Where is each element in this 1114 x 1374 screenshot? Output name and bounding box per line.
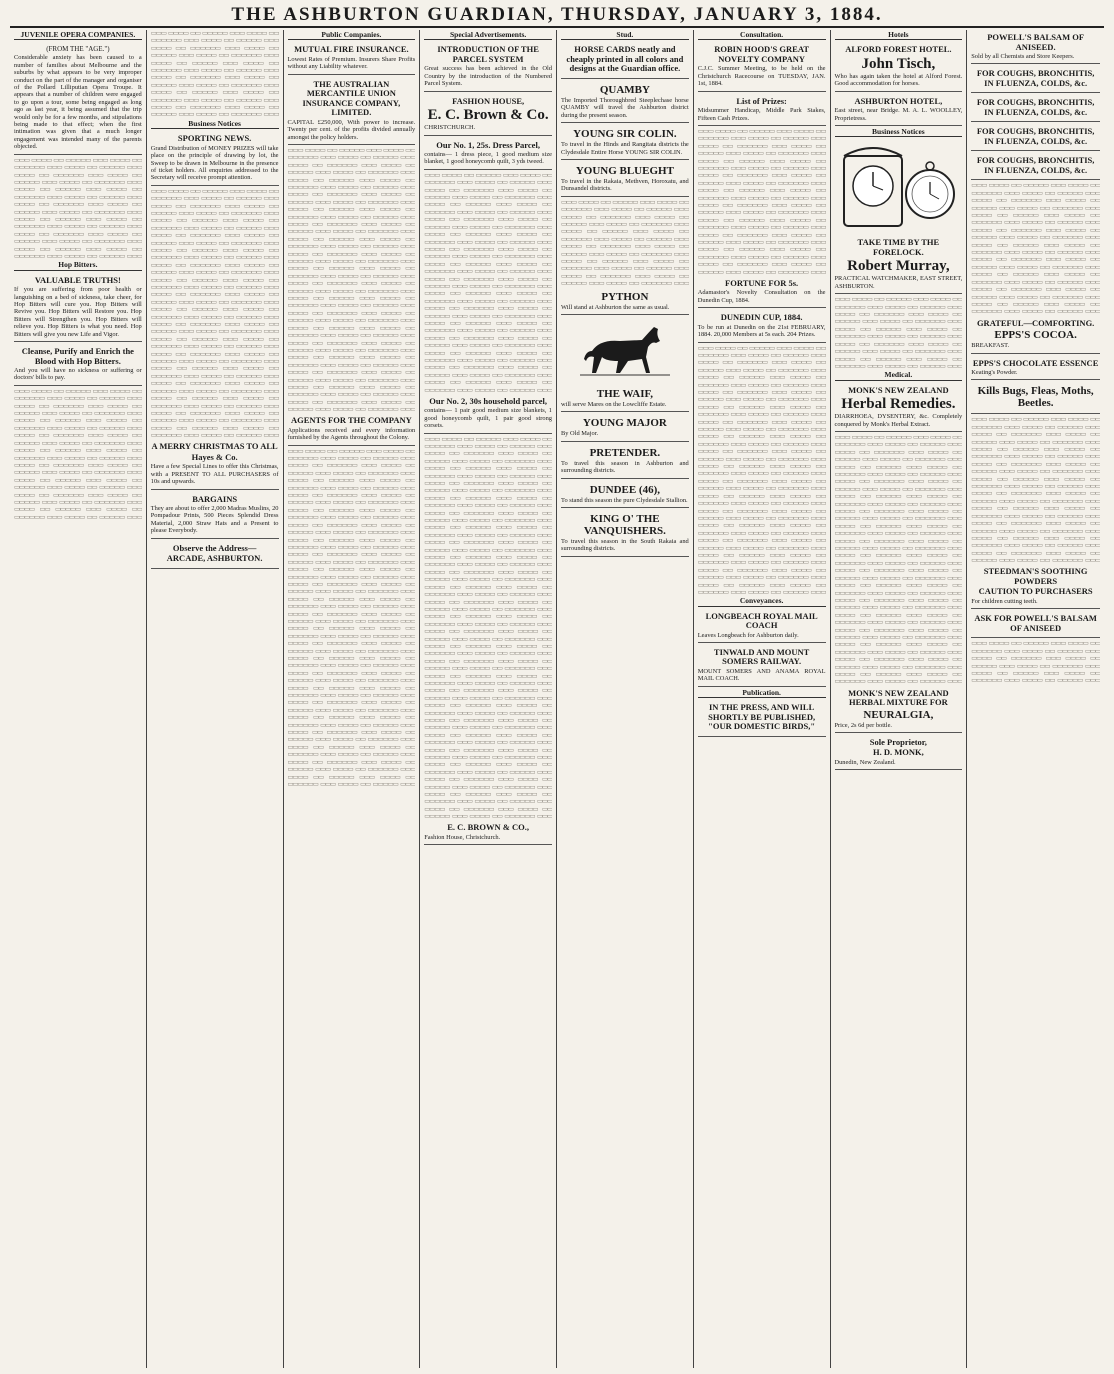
column-7 bbox=[831, 30, 968, 1368]
ad-body: BREAKFAST. bbox=[971, 342, 1010, 350]
column-text-block: ▭▭▭ ▭▭▭▭ ▭▭ ▭▭▭▭▭ ▭▭▭ ▭▭▭▭ ▭▭ ▭▭▭▭▭▭ ▭▭▭ ▭▭▭▭ ▭▭ ▭▭▭▭▭ ▭▭▭ ▭▭▭▭ ▭▭ ▭▭▭▭▭▭ ▭▭▭ ▭▭▭▭ ▭▭ ▭▭▭▭▭ ▭▭▭ ▭▭▭▭ ▭▭ ▭▭▭▭▭▭ ▭▭▭ ▭▭▭▭ ▭▭ ▭▭▭▭▭ ▭▭▭ ▭▭▭▭ ▭▭ ▭▭▭▭▭▭ ▭▭▭ ▭▭▭▭ ▭▭ ▭▭▭▭▭ ▭▭▭ ▭▭▭▭ ▭▭ ▭▭▭▭▭▭ ▭▭▭ ▭▭▭▭ ▭▭ ▭▭▭▭▭ ▭▭▭ ▭▭▭▭ ▭▭ ▭▭▭▭▭▭ ▭▭▭ ▭▭▭▭ ▭▭ ▭▭▭▭▭ ▭▭▭ ▭▭▭▭ ▭▭ ▭▭▭▭▭▭ ▭▭▭ ▭▭▭▭ ▭▭ ▭▭▭▭▭ ▭▭▭ ▭▭▭▭ ▭▭ ▭▭▭▭▭▭ ▭▭▭ ▭▭▭▭ ▭▭ ▭▭▭▭▭ ▭▭▭ ▭▭▭▭ ▭▭ ▭▭▭▭▭▭ ▭▭▭ ▭▭▭▭ ▭▭ ▭▭▭▭▭ ▭▭▭ ▭▭▭▭ ▭▭ ▭▭▭▭▭▭ ▭▭▭ ▭▭▭▭ ▭▭ ▭▭▭▭▭ ▭▭▭ ▭▭▭▭ ▭▭ ▭▭▭▭▭▭ ▭▭▭ ▭▭▭▭ ▭▭ ▭▭▭▭▭ ▭▭▭ ▭▭▭▭ ▭▭ ▭▭▭▭▭▭ ▭▭▭ ▭▭▭▭ ▭▭ ▭▭▭▭▭ ▭▭▭ ▭▭▭▭ ▭▭ ▭▭▭▭▭▭ ▭▭▭ ▭▭▭▭ ▭▭ ▭▭▭▭▭ ▭▭▭ ▭▭▭▭ ▭▭ ▭▭▭▭▭▭ ▭▭▭ ▭▭▭▭ ▭▭ ▭▭▭▭▭ ▭▭▭ ▭▭▭▭ ▭▭ ▭▭▭▭▭▭ ▭▭▭ ▭▭▭▭ ▭▭ ▭▭▭▭▭ ▭▭▭ ▭▭▭▭ ▭▭ ▭▭▭▭▭▭ ▭▭▭ ▭▭▭▭ ▭▭ ▭▭▭▭▭ ▭▭▭ ▭▭▭▭ ▭▭ ▭▭▭▭▭▭ ▭▭▭ ▭▭▭▭ ▭▭ ▭▭▭▭▭ ▭▭▭ ▭▭▭▭ ▭▭ ▭▭▭▭▭▭ ▭▭▭ ▭▭▭▭ ▭▭ ▭▭▭▭▭ ▭▭▭ ▭▭▭▭ ▭▭ ▭▭▭▭▭▭ ▭▭▭ ▭▭▭▭ ▭▭ ▭▭▭▭▭ ▭▭▭ ▭▭▭▭ ▭▭ ▭▭▭▭▭▭ ▭▭▭ ▭▭▭▭ ▭▭ ▭▭▭▭▭ ▭▭▭ ▭▭▭▭ ▭▭ ▭▭▭▭▭▭ ▭▭▭ ▭▭▭▭ ▭▭ ▭▭▭▭▭ ▭▭▭ ▭▭▭▭ ▭▭ ▭▭▭▭▭▭ ▭▭▭ ▭▭▭▭ ▭▭ ▭▭▭▭▭ ▭▭▭ ▭▭▭▭ ▭▭ ▭▭▭▭▭▭ ▭▭▭ ▭▭▭▭ ▭▭ ▭▭▭▭▭ ▭▭▭ ▭▭▭▭ ▭▭ ▭▭▭▭▭▭ ▭▭▭ ▭▭▭▭ ▭▭ ▭▭▭▭▭ ▭▭▭ ▭▭▭▭ ▭▭ ▭▭▭▭▭▭ ▭▭▭ ▭▭▭▭ ▭▭ ▭▭▭▭▭ ▭▭▭ bbox=[697, 344, 826, 596]
ad-title: Kills Bugs, Fleas, Moths, Beetles. bbox=[977, 385, 1094, 410]
advertisement bbox=[151, 439, 279, 489]
ad-heading: AGENTS FOR THE COMPANY bbox=[290, 415, 412, 426]
ad-heading: MONK'S NEW ZEALAND bbox=[848, 384, 949, 395]
ad-heading: THE AUSTRALIAN MERCANTILE UNION INSURANCE COMPANY, LIMITED. bbox=[302, 78, 401, 118]
column-2 bbox=[147, 30, 284, 1368]
advertisement bbox=[971, 124, 1100, 151]
column-text-block: ▭▭▭ ▭▭▭▭ ▭▭ ▭▭▭▭▭ ▭▭▭ ▭▭▭▭ ▭▭ ▭▭▭▭▭▭ ▭▭▭ ▭▭▭▭ ▭▭ ▭▭▭▭▭ ▭▭▭ ▭▭▭▭ ▭▭ ▭▭▭▭▭▭ ▭▭▭ ▭▭▭▭ ▭▭ ▭▭▭▭▭ ▭▭▭ ▭▭▭▭ ▭▭ ▭▭▭▭▭▭ ▭▭▭ ▭▭▭▭ ▭▭ ▭▭▭▭▭ ▭▭▭ ▭▭▭▭ ▭▭ ▭▭▭▭▭▭ ▭▭▭ ▭▭▭▭ ▭▭ ▭▭▭▭▭ ▭▭▭ ▭▭▭▭ ▭▭ ▭▭▭▭▭▭ ▭▭▭ ▭▭▭▭ ▭▭ ▭▭▭▭▭ ▭▭▭ ▭▭▭▭ ▭▭ ▭▭▭▭▭▭ ▭▭▭ ▭▭▭▭ ▭▭ ▭▭▭▭▭ ▭▭▭ ▭▭▭▭ ▭▭ ▭▭▭▭▭▭ ▭▭▭ ▭▭▭▭ ▭▭ ▭▭▭▭▭ ▭▭▭ ▭▭▭▭ ▭▭ ▭▭▭▭▭▭ ▭▭▭ ▭▭▭▭ ▭▭ ▭▭▭▭▭ ▭▭▭ ▭▭▭▭ ▭▭ ▭▭▭▭▭▭ ▭▭▭ ▭▭▭▭ ▭▭ ▭▭▭▭▭ ▭▭▭ ▭▭▭▭ ▭▭ ▭▭▭▭▭▭ ▭▭▭ ▭▭▭▭ ▭▭ ▭▭▭▭▭ ▭▭▭ ▭▭▭▭ ▭▭ ▭▭▭▭▭▭ ▭▭▭ ▭▭▭▭ ▭▭ ▭▭▭▭▭ ▭▭▭ ▭▭▭▭ ▭▭ ▭▭▭▭▭▭ ▭▭▭ ▭▭▭▭ ▭▭ ▭▭▭▭▭ ▭▭▭ ▭▭▭▭ ▭▭ ▭▭▭▭▭▭ ▭▭▭ ▭▭▭▭ ▭▭ ▭▭▭▭▭ ▭▭▭ ▭▭▭▭ ▭▭ ▭▭▭▭▭▭ ▭▭▭ ▭▭▭▭ ▭▭ ▭▭▭▭▭ ▭▭▭ ▭▭▭▭ ▭▭ ▭▭▭▭▭▭ ▭▭▭ ▭▭▭▭ ▭▭ ▭▭▭▭▭ ▭▭▭ ▭▭▭▭ ▭▭ ▭▭▭▭▭▭ ▭▭▭ ▭▭▭▭ ▭▭ ▭▭▭▭▭ ▭▭▭ ▭▭▭▭ ▭▭ ▭▭▭▭▭▭ ▭▭▭ ▭▭▭▭ ▭▭ ▭▭▭▭▭ ▭▭▭ ▭▭▭▭ ▭▭ ▭▭▭▭▭▭ ▭▭▭ ▭▭▭▭ ▭▭ ▭▭▭▭▭ ▭▭▭ ▭▭▭▭ ▭▭ ▭▭▭▭▭▭ ▭▭▭ ▭▭▭▭ ▭▭ ▭▭▭▭▭ ▭▭▭ ▭▭▭▭ ▭▭ ▭▭▭▭▭▭ ▭▭▭ ▭▭▭▭ ▭▭ ▭▭▭▭▭ ▭▭▭ ▭▭▭▭ ▭▭ ▭▭▭▭▭▭ ▭▭▭ ▭▭▭▭ ▭▭ ▭▭▭▭▭ ▭▭▭ ▭▭▭▭ ▭▭ ▭▭▭▭▭▭ ▭▭▭ ▭▭▭▭ ▭▭ ▭▭▭▭▭ ▭▭▭ ▭▭▭▭ ▭▭ ▭▭▭▭▭▭ ▭▭▭ ▭▭▭▭ ▭▭ ▭▭▭▭▭ ▭▭▭ ▭▭▭▭ ▭▭ ▭▭▭▭▭▭ ▭▭▭ ▭▭▭▭ ▭▭ ▭▭▭▭▭ ▭▭▭ ▭▭▭▭ ▭▭ ▭▭▭▭▭▭ ▭▭▭ ▭▭▭▭ ▭▭ ▭▭▭▭▭ ▭▭▭ bbox=[150, 187, 279, 440]
ad-title: QUAMBY bbox=[599, 83, 650, 96]
ad-heading: Sole Proprietor, bbox=[869, 736, 927, 747]
ad-heading: IN THE PRESS, AND WILL SHORTLY BE PUBLISHED, "OUR DOMESTIC BIRDS," bbox=[708, 702, 816, 732]
ad-body: DIARRHOEA, DYSENTERY, &c. Completely conquered by Monk's Herbal Extract. bbox=[834, 413, 963, 428]
ad-heading: FOR COUGHS, BRONCHITIS, IN FLUENZA, COLDS, &c. bbox=[976, 97, 1095, 117]
ad-heading: SPORTING NEWS. bbox=[177, 133, 252, 144]
ad-body: To travel in the Rakaia, Methven, Horoxatu, and Dunsandel districts. bbox=[561, 177, 689, 193]
advertisement bbox=[561, 125, 689, 160]
ad-display-name: John Tisch, bbox=[861, 55, 936, 72]
advertisement bbox=[971, 153, 1100, 180]
ad-heading: DUNEDIN CUP, 1884. bbox=[720, 312, 803, 323]
advertisement bbox=[561, 288, 689, 315]
column-5 bbox=[557, 30, 694, 1368]
section-header: Stud. bbox=[561, 31, 689, 40]
advertisement bbox=[835, 42, 963, 91]
ad-title: DUNDEE (46), bbox=[589, 483, 661, 496]
advertisement bbox=[971, 30, 1100, 64]
ad-body: Will stand at Ashburton the same as usual. bbox=[561, 303, 670, 311]
ad-body: And you will have no sickness or suffering or doctors' bills to pay. bbox=[14, 367, 142, 382]
advertisement bbox=[561, 414, 689, 441]
ad-subheading: H. D. MONK, bbox=[872, 747, 924, 758]
column-text-block: ▭▭▭ ▭▭▭▭ ▭▭ ▭▭▭▭▭ ▭▭▭ ▭▭▭▭ ▭▭ ▭▭▭▭▭▭ ▭▭▭ ▭▭▭▭ ▭▭ ▭▭▭▭▭ ▭▭▭ ▭▭▭▭ ▭▭ ▭▭▭▭▭▭ ▭▭▭ ▭▭▭▭ ▭▭ ▭▭▭▭▭ ▭▭▭ ▭▭▭▭ ▭▭ ▭▭▭▭▭▭ ▭▭▭ ▭▭▭▭ ▭▭ ▭▭▭▭▭ ▭▭▭ ▭▭▭▭ ▭▭ ▭▭▭▭▭▭ ▭▭▭ ▭▭▭▭ ▭▭ ▭▭▭▭▭ ▭▭▭ bbox=[971, 640, 1100, 685]
ad-title: YOUNG MAJOR bbox=[582, 417, 667, 430]
ad-heading: LONGBEACH ROYAL MAIL COACH bbox=[705, 610, 818, 631]
advertisement bbox=[151, 492, 279, 539]
ad-heading: VALUABLE TRUTHS! bbox=[34, 274, 121, 285]
advertisement bbox=[151, 541, 279, 569]
advertisement bbox=[698, 276, 826, 308]
ad-body: Great success has been achieved in the Old Country by the introduction of the Numbered Parcel System. bbox=[424, 65, 552, 88]
ad-heading: Our No. 2, 30s household parcel, bbox=[429, 395, 547, 406]
section-header: Public Companies. bbox=[288, 31, 416, 40]
ad-heading: GRATEFUL—COMFORTING. bbox=[976, 317, 1095, 328]
ad-heading: FASHION HOUSE, bbox=[452, 95, 525, 106]
advertisement bbox=[971, 95, 1100, 122]
advertisement bbox=[561, 162, 689, 197]
ad-body: To stand this season the pure Clydesdale Stallion. bbox=[561, 496, 688, 504]
ad-heading: E. C. BROWN & CO., bbox=[447, 822, 529, 833]
ad-heading: ALFORD FOREST HOTEL. bbox=[845, 44, 952, 55]
ad-heading: A MERRY CHRISTMAS TO ALL bbox=[151, 441, 278, 452]
article-title: (FROM THE "AGE.") bbox=[46, 45, 110, 54]
ad-body: Dunedin, New Zealand. bbox=[834, 758, 896, 766]
ad-heading: EPPS'S CHOCOLATE ESSENCE bbox=[972, 357, 1099, 368]
advertisement bbox=[424, 138, 552, 170]
ad-heading: List of Prizes: bbox=[736, 95, 787, 106]
ad-heading: MONK'S NEW ZEALAND HERBAL MIXTURE FOR bbox=[848, 687, 949, 708]
ad-body: Lowest Rates of Premium. Insurers Share Profits without any Liability whatever. bbox=[287, 55, 416, 71]
advertisement bbox=[424, 820, 552, 845]
advertisement bbox=[971, 316, 1100, 354]
column-text-block: ▭▭▭ ▭▭▭▭ ▭▭ ▭▭▭▭▭ ▭▭▭ ▭▭▭▭ ▭▭ ▭▭▭▭▭▭ ▭▭▭ ▭▭▭▭ ▭▭ ▭▭▭▭▭ ▭▭▭ ▭▭▭▭ ▭▭ ▭▭▭▭▭▭ ▭▭▭ ▭▭▭▭ ▭▭ ▭▭▭▭▭ ▭▭▭ ▭▭▭▭ ▭▭ ▭▭▭▭▭▭ ▭▭▭ ▭▭▭▭ ▭▭ ▭▭▭▭▭ ▭▭▭ ▭▭▭▭ ▭▭ ▭▭▭▭▭▭ ▭▭▭ ▭▭▭▭ ▭▭ ▭▭▭▭▭ ▭▭▭ ▭▭▭▭ ▭▭ ▭▭▭▭▭▭ ▭▭▭ ▭▭▭▭ ▭▭ ▭▭▭▭▭ ▭▭▭ ▭▭▭▭ ▭▭ ▭▭▭▭▭▭ ▭▭▭ ▭▭▭▭ ▭▭ ▭▭▭▭▭ ▭▭▭ ▭▭▭▭ ▭▭ ▭▭▭▭▭▭ ▭▭▭ ▭▭▭▭ ▭▭ ▭▭▭▭▭ ▭▭▭ ▭▭▭▭ ▭▭ ▭▭▭▭▭▭ ▭▭▭ ▭▭▭▭ ▭▭ ▭▭▭▭▭ ▭▭▭ ▭▭▭▭ ▭▭ ▭▭▭▭▭▭ ▭▭▭ ▭▭▭▭ ▭▭ ▭▭▭▭▭ ▭▭▭ ▭▭▭▭ ▭▭ ▭▭▭▭▭▭ ▭▭▭ ▭▭▭▭ ▭▭ ▭▭▭▭▭ ▭▭▭ ▭▭▭▭ ▭▭ ▭▭▭▭▭▭ ▭▭▭ ▭▭▭▭ ▭▭ ▭▭▭▭▭ ▭▭▭ ▭▭▭▭ ▭▭ ▭▭▭▭▭▭ ▭▭▭ ▭▭▭▭ ▭▭ ▭▭▭▭▭ ▭▭▭ ▭▭▭▭ ▭▭ ▭▭▭▭▭▭ ▭▭▭ ▭▭▭▭ ▭▭ ▭▭▭▭▭ ▭▭▭ ▭▭▭▭ ▭▭ ▭▭▭▭▭▭ ▭▭▭ ▭▭▭▭ ▭▭ ▭▭▭▭▭ ▭▭▭ ▭▭▭▭ ▭▭ ▭▭▭▭▭▭ ▭▭▭ ▭▭▭▭ ▭▭ ▭▭▭▭▭ ▭▭▭ ▭▭▭▭ ▭▭ ▭▭▭▭▭▭ ▭▭▭ ▭▭▭▭ ▭▭ ▭▭▭▭▭ ▭▭▭ ▭▭▭▭ ▭▭ ▭▭▭▭▭▭ ▭▭▭ ▭▭▭▭ ▭▭ ▭▭▭▭▭ ▭▭▭ ▭▭▭▭ ▭▭ ▭▭▭▭▭▭ ▭▭▭ ▭▭▭▭ ▭▭ ▭▭▭▭▭ ▭▭▭ ▭▭▭▭ ▭▭ ▭▭▭▭▭▭ ▭▭▭ ▭▭▭▭ ▭▭ ▭▭▭▭▭ ▭▭▭ ▭▭▭▭ ▭▭ ▭▭▭▭▭▭ ▭▭▭ ▭▭▭▭ ▭▭ ▭▭▭▭▭ ▭▭▭ ▭▭▭▭ ▭▭ ▭▭▭▭▭▭ ▭▭▭ ▭▭▭▭ ▭▭ ▭▭▭▭▭ ▭▭▭ ▭▭▭▭ ▭▭ ▭▭▭▭▭▭ ▭▭▭ ▭▭▭▭ ▭▭ ▭▭▭▭▭ ▭▭▭ ▭▭▭▭ ▭▭ ▭▭▭▭▭▭ ▭▭▭ ▭▭▭▭ ▭▭ ▭▭▭▭▭ ▭▭▭ ▭▭▭▭ ▭▭ ▭▭▭▭▭▭ ▭▭▭ ▭▭▭▭ ▭▭ ▭▭▭▭▭ ▭▭▭ ▭▭▭▭ ▭▭ ▭▭▭▭▭▭ ▭▭▭ ▭▭▭▭ ▭▭ ▭▭▭▭▭ ▭▭▭ bbox=[834, 433, 963, 686]
advertisement bbox=[424, 394, 552, 434]
advertisement bbox=[698, 645, 826, 687]
clock-watch-illustration bbox=[835, 140, 963, 232]
ad-body: Sold by all Chemists and Store Keepers. bbox=[971, 53, 1075, 60]
column-text-block: ▭▭▭ ▭▭▭▭ ▭▭ ▭▭▭▭▭ ▭▭▭ ▭▭▭▭ ▭▭ ▭▭▭▭▭▭ ▭▭▭ ▭▭▭▭ ▭▭ ▭▭▭▭▭ ▭▭▭ ▭▭▭▭ ▭▭ ▭▭▭▭▭▭ ▭▭▭ ▭▭▭▭ ▭▭ ▭▭▭▭▭ ▭▭▭ ▭▭▭▭ ▭▭ ▭▭▭▭▭▭ ▭▭▭ ▭▭▭▭ ▭▭ ▭▭▭▭▭ ▭▭▭ ▭▭▭▭ ▭▭ ▭▭▭▭▭▭ ▭▭▭ ▭▭▭▭ ▭▭ ▭▭▭▭▭ ▭▭▭ ▭▭▭▭ ▭▭ ▭▭▭▭▭▭ ▭▭▭ ▭▭▭▭ ▭▭ ▭▭▭▭▭ ▭▭▭ ▭▭▭▭ ▭▭ ▭▭▭▭▭▭ ▭▭▭ ▭▭▭▭ ▭▭ ▭▭▭▭▭ ▭▭▭ ▭▭▭▭ ▭▭ ▭▭▭▭▭▭ ▭▭▭ ▭▭▭▭ ▭▭ ▭▭▭▭▭ ▭▭▭ ▭▭▭▭ ▭▭ ▭▭▭▭▭▭ ▭▭▭ ▭▭▭▭ ▭▭ ▭▭▭▭▭ ▭▭▭ ▭▭▭▭ ▭▭ ▭▭▭▭▭▭ ▭▭▭ ▭▭▭▭ ▭▭ ▭▭▭▭▭ ▭▭▭ ▭▭▭▭ ▭▭ ▭▭▭▭▭▭ ▭▭▭ ▭▭▭▭ ▭▭ ▭▭▭▭▭ ▭▭▭ ▭▭▭▭ ▭▭ ▭▭▭▭▭▭ ▭▭▭ ▭▭▭▭ ▭▭ ▭▭▭▭▭ ▭▭▭ ▭▭▭▭ ▭▭ ▭▭▭▭▭▭ ▭▭▭ ▭▭▭▭ ▭▭ ▭▭▭▭▭ ▭▭▭ ▭▭▭▭ ▭▭ ▭▭▭▭▭▭ ▭▭▭ ▭▭▭▭ ▭▭ ▭▭▭▭▭ ▭▭▭ ▭▭▭▭ ▭▭ ▭▭▭▭▭▭ ▭▭▭ ▭▭▭▭ ▭▭ ▭▭▭▭▭ ▭▭▭ ▭▭▭▭ ▭▭ ▭▭▭▭▭▭ ▭▭▭ bbox=[971, 416, 1100, 565]
advertisement bbox=[561, 510, 689, 557]
ad-subheading: ARCADE, ASHBURTON. bbox=[166, 553, 263, 564]
section-header: Medical. bbox=[835, 371, 963, 380]
ad-body: Have a few Special Lines to offer this Christmas, with a PRESENT TO ALL PURCHASERS of 10s and upwards. bbox=[150, 463, 279, 486]
ad-body: Considerable anxiety has been caused to a number of families about Melbourne and the suburbs by what appears to be very improper conduct on the part of the manager and organiser of the Pollard Lilliputian Opera Troupe. It appears that a number of children were engaged to go upon a tour, some being engaged as long ago as last year, it being assumed that the trip would only be for a few months, and stipulations being made to that effect; when the first intimation was given that a much longer engagement was intended many of the parents objected. bbox=[14, 54, 142, 151]
ad-body: Leaves Longbeach for Ashburton daily. bbox=[697, 631, 799, 639]
ad-body: contains— 1 dress piece, 1 good medium size blanket, 1 good honeycomb quilt, 3 yds tweed. bbox=[424, 151, 552, 166]
ad-heading: ASHBURTON HOTEL, bbox=[854, 95, 943, 106]
ad-display-name: E. C. Brown & Co. bbox=[427, 107, 549, 124]
ad-title: YOUNG BLUEGHT bbox=[575, 164, 674, 177]
ad-body: CHRISTCHURCH. bbox=[424, 124, 476, 132]
ad-heading: Cleanse, Purify and Enrich the Blood with Hop Bitters. bbox=[21, 346, 134, 366]
ad-body: Keating's Powder. bbox=[971, 369, 1018, 376]
ad-body: They are about to offer 2,000 Madras Muslins, 20 Pompadour Prints, 500 Pieces Splendid Dress Material, 2,000 Straw Hats and a Present to please Everybody. bbox=[150, 505, 279, 535]
advertisement bbox=[151, 131, 279, 186]
ad-body: By Old Major. bbox=[561, 430, 599, 438]
column-text-block: ▭▭▭ ▭▭▭▭ ▭▭ ▭▭▭▭▭ ▭▭▭ ▭▭▭▭ ▭▭ ▭▭▭▭▭▭ ▭▭▭ ▭▭▭▭ ▭▭ ▭▭▭▭▭ ▭▭▭ ▭▭▭▭ ▭▭ ▭▭▭▭▭▭ ▭▭▭ ▭▭▭▭ ▭▭ ▭▭▭▭▭ ▭▭▭ ▭▭▭▭ ▭▭ ▭▭▭▭▭▭ ▭▭▭ ▭▭▭▭ ▭▭ ▭▭▭▭▭ ▭▭▭ ▭▭▭▭ ▭▭ ▭▭▭▭▭▭ ▭▭▭ ▭▭▭▭ ▭▭ ▭▭▭▭▭ ▭▭▭ ▭▭▭▭ ▭▭ ▭▭▭▭▭▭ ▭▭▭ ▭▭▭▭ ▭▭ ▭▭▭▭▭ ▭▭▭ ▭▭▭▭ ▭▭ ▭▭▭▭▭▭ ▭▭▭ ▭▭▭▭ ▭▭ ▭▭▭▭▭ ▭▭▭ ▭▭▭▭ ▭▭ ▭▭▭▭▭▭ ▭▭▭ ▭▭▭▭ ▭▭ ▭▭▭▭▭ ▭▭▭ ▭▭▭▭ ▭▭ ▭▭▭▭▭▭ ▭▭▭ ▭▭▭▭ ▭▭ ▭▭▭▭▭ ▭▭▭ ▭▭▭▭ ▭▭ ▭▭▭▭▭▭ ▭▭▭ ▭▭▭▭ ▭▭ ▭▭▭▭▭ ▭▭▭ ▭▭▭▭ ▭▭ ▭▭▭▭▭▭ ▭▭▭ ▭▭▭▭ ▭▭ ▭▭▭▭▭ ▭▭▭ ▭▭▭▭ ▭▭ ▭▭▭▭▭▭ ▭▭▭ ▭▭▭▭ ▭▭ ▭▭▭▭▭ ▭▭▭ ▭▭▭▭ ▭▭ ▭▭▭▭▭▭ ▭▭▭ ▭▭▭▭ ▭▭ ▭▭▭▭▭ ▭▭▭ ▭▭▭▭ ▭▭ ▭▭▭▭▭▭ ▭▭▭ ▭▭▭▭ ▭▭ ▭▭▭▭▭ ▭▭▭ bbox=[971, 182, 1100, 316]
advertisement bbox=[424, 42, 552, 91]
ad-heading: INTRODUCTION OF THE PARCEL SYSTEM bbox=[437, 44, 539, 64]
advertisement bbox=[971, 66, 1100, 93]
horse-illustration bbox=[561, 318, 689, 382]
ad-body: If you are suffering from poor health or languishing on a bed of sickness, take cheer, for Hop Bitters will cure you. Hop Bitters will Revive you. Hop Bitters will Restore you. Hop Bitters will Strengthen you. Hop Bitters will relieve you. Hop Bitters is what you need. Hop Bitters will give you new Life and Vigor. bbox=[14, 286, 142, 338]
advertisement bbox=[561, 385, 689, 412]
column-text-block: ▭▭▭ ▭▭▭▭ ▭▭ ▭▭▭▭▭ ▭▭▭ ▭▭▭▭ ▭▭ ▭▭▭▭▭▭ ▭▭▭ ▭▭▭▭ ▭▭ ▭▭▭▭▭ ▭▭▭ ▭▭▭▭ ▭▭ ▭▭▭▭▭▭ ▭▭▭ ▭▭▭▭ ▭▭ ▭▭▭▭▭ ▭▭▭ ▭▭▭▭ ▭▭ ▭▭▭▭▭▭ ▭▭▭ ▭▭▭▭ ▭▭ ▭▭▭▭▭ ▭▭▭ ▭▭▭▭ ▭▭ ▭▭▭▭▭▭ ▭▭▭ ▭▭▭▭ ▭▭ ▭▭▭▭▭ ▭▭▭ ▭▭▭▭ ▭▭ ▭▭▭▭▭▭ ▭▭▭ ▭▭▭▭ ▭▭ ▭▭▭▭▭ ▭▭▭ ▭▭▭▭ ▭▭ ▭▭▭▭▭▭ ▭▭▭ ▭▭▭▭ ▭▭ ▭▭▭▭▭ ▭▭▭ ▭▭▭▭ ▭▭ ▭▭▭▭▭▭ ▭▭▭ ▭▭▭▭ ▭▭ ▭▭▭▭▭ ▭▭▭ ▭▭▭▭ ▭▭ ▭▭▭▭▭▭ ▭▭▭ ▭▭▭▭ ▭▭ ▭▭▭▭▭ ▭▭▭ ▭▭▭▭ ▭▭ ▭▭▭▭▭▭ ▭▭▭ ▭▭▭▭ ▭▭ ▭▭▭▭▭ ▭▭▭ ▭▭▭▭ ▭▭ ▭▭▭▭▭▭ ▭▭▭ ▭▭▭▭ ▭▭ ▭▭▭▭▭ ▭▭▭ bbox=[14, 156, 142, 260]
ad-body: Adamastor's Novelty Consultation on the Dunedin Cup, 1884. bbox=[697, 289, 826, 304]
column-text-block: ▭▭▭ ▭▭▭▭ ▭▭ ▭▭▭▭▭ ▭▭▭ ▭▭▭▭ ▭▭ ▭▭▭▭▭▭ ▭▭▭ ▭▭▭▭ ▭▭ ▭▭▭▭▭ ▭▭▭ ▭▭▭▭ ▭▭ ▭▭▭▭▭▭ ▭▭▭ ▭▭▭▭ ▭▭ ▭▭▭▭▭ ▭▭▭ ▭▭▭▭ ▭▭ ▭▭▭▭▭▭ ▭▭▭ ▭▭▭▭ ▭▭ ▭▭▭▭▭ ▭▭▭ ▭▭▭▭ ▭▭ ▭▭▭▭▭▭ ▭▭▭ ▭▭▭▭ ▭▭ ▭▭▭▭▭ ▭▭▭ ▭▭▭▭ ▭▭ ▭▭▭▭▭▭ ▭▭▭ ▭▭▭▭ ▭▭ ▭▭▭▭▭ ▭▭▭ ▭▭▭▭ ▭▭ ▭▭▭▭▭▭ ▭▭▭ ▭▭▭▭ ▭▭ ▭▭▭▭▭ ▭▭▭ ▭▭▭▭ ▭▭ ▭▭▭▭▭▭ ▭▭▭ ▭▭▭▭ ▭▭ ▭▭▭▭▭ ▭▭▭ ▭▭▭▭ ▭▭ ▭▭▭▭▭▭ ▭▭▭ ▭▭▭▭ ▭▭ ▭▭▭▭▭ ▭▭▭ ▭▭▭▭ ▭▭ ▭▭▭▭▭▭ ▭▭▭ ▭▭▭▭ ▭▭ ▭▭▭▭▭ ▭▭▭ ▭▭▭▭ ▭▭ ▭▭▭▭▭▭ ▭▭▭ ▭▭▭▭ ▭▭ ▭▭▭▭▭ ▭▭▭ ▭▭▭▭ ▭▭ ▭▭▭▭▭▭ ▭▭▭ ▭▭▭▭ ▭▭ ▭▭▭▭▭ ▭▭▭ ▭▭▭▭ ▭▭ ▭▭▭▭▭▭ ▭▭▭ ▭▭▭▭ ▭▭ ▭▭▭▭▭ ▭▭▭ ▭▭▭▭ ▭▭ ▭▭▭▭▭▭ ▭▭▭ ▭▭▭▭ ▭▭ ▭▭▭▭▭ ▭▭▭ ▭▭▭▭ ▭▭ ▭▭▭▭▭▭ ▭▭▭ ▭▭▭▭ ▭▭ ▭▭▭▭▭ ▭▭▭ ▭▭▭▭ ▭▭ ▭▭▭▭▭▭ ▭▭▭ ▭▭▭▭ ▭▭ ▭▭▭▭▭ ▭▭▭ ▭▭▭▭ ▭▭ ▭▭▭▭▭▭ ▭▭▭ ▭▭▭▭ ▭▭ ▭▭▭▭▭ ▭▭▭ ▭▭▭▭ ▭▭ ▭▭▭▭▭▭ ▭▭▭ ▭▭▭▭ ▭▭ ▭▭▭▭▭ ▭▭▭ ▭▭▭▭ ▭▭ ▭▭▭▭▭▭ ▭▭▭ ▭▭▭▭ ▭▭ ▭▭▭▭▭ ▭▭▭ ▭▭▭▭ ▭▭ ▭▭▭▭▭▭ ▭▭▭ ▭▭▭▭ ▭▭ ▭▭▭▭▭ ▭▭▭ ▭▭▭▭ ▭▭ ▭▭▭▭▭▭ ▭▭▭ ▭▭▭▭ ▭▭ ▭▭▭▭▭ ▭▭▭ ▭▭▭▭ ▭▭ ▭▭▭▭▭▭ ▭▭▭ ▭▭▭▭ ▭▭ ▭▭▭▭▭ ▭▭▭ ▭▭▭▭ ▭▭ ▭▭▭▭▭▭ ▭▭▭ ▭▭▭▭ ▭▭ ▭▭▭▭▭ ▭▭▭ ▭▭▭▭ ▭▭ ▭▭▭▭▭▭ ▭▭▭ ▭▭▭▭ ▭▭ ▭▭▭▭▭ ▭▭▭ ▭▭▭▭ ▭▭ ▭▭▭▭▭▭ ▭▭▭ ▭▭▭▭ ▭▭ ▭▭▭▭▭ ▭▭▭ ▭▭▭▭ ▭▭ ▭▭▭▭▭▭ ▭▭▭ ▭▭▭▭ ▭▭ ▭▭▭▭▭ ▭▭▭ ▭▭▭▭ ▭▭ ▭▭▭▭▭▭ ▭▭▭ ▭▭▭▭ ▭▭ ▭▭▭▭▭ ▭▭▭ ▭▭▭▭ ▭▭ ▭▭▭▭▭▭ ▭▭▭ ▭▭▭▭ ▭▭ ▭▭▭▭▭ ▭▭▭ ▭▭▭▭ ▭▭ ▭▭▭▭▭▭ ▭▭▭ ▭▭▭▭ ▭▭ ▭▭▭▭▭ ▭▭▭ ▭▭▭▭ ▭▭ ▭▭▭▭▭▭ ▭▭▭ ▭▭▭▭ ▭▭ ▭▭▭▭▭ ▭▭▭ ▭▭▭▭ ▭▭ ▭▭▭▭▭▭ ▭▭▭ ▭▭▭▭ ▭▭ ▭▭▭▭▭ ▭▭▭ ▭▭▭▭ ▭▭ ▭▭▭▭▭▭ ▭▭▭ ▭▭▭▭ ▭▭ ▭▭▭▭▭ ▭▭▭ ▭▭▭▭ ▭▭ ▭▭▭▭▭▭ ▭▭▭ ▭▭▭▭ ▭▭ ▭▭▭▭▭ ▭▭▭ ▭▭▭▭ ▭▭ ▭▭▭▭▭▭ ▭▭▭ ▭▭▭▭ ▭▭ ▭▭▭▭▭ ▭▭▭ ▭▭▭▭ ▭▭ ▭▭▭▭▭▭ ▭▭▭ ▭▭▭▭ ▭▭ ▭▭▭▭▭ ▭▭▭ ▭▭▭▭ ▭▭ ▭▭▭▭▭▭ ▭▭▭ ▭▭▭▭ ▭▭ ▭▭▭▭▭ ▭▭▭ ▭▭▭▭ ▭▭ ▭▭▭▭▭▭ ▭▭▭ ▭▭▭▭ ▭▭ ▭▭▭▭▭ ▭▭▭ ▭▭▭▭ ▭▭ ▭▭▭▭▭▭ ▭▭▭ ▭▭▭▭ ▭▭ ▭▭▭▭▭ ▭▭▭ ▭▭▭▭ ▭▭ ▭▭▭▭▭▭ ▭▭▭ ▭▭▭▭ ▭▭ ▭▭▭▭▭ ▭▭▭ ▭▭▭▭ ▭▭ ▭▭▭▭▭▭ ▭▭▭ bbox=[424, 435, 552, 821]
section-header: Special Advertisements. bbox=[424, 31, 552, 40]
section-header: JUVENILE OPERA COMPANIES. bbox=[14, 31, 142, 40]
ad-title: YOUNG SIR COLIN. bbox=[573, 128, 677, 141]
ad-heading: FOR COUGHS, BRONCHITIS, IN FLUENZA, COLDS, &c. bbox=[976, 126, 1095, 146]
advertisement bbox=[835, 94, 963, 126]
ad-body: To travel in the Hinds and Rangitata districts the Clydesdale Entire Horse YOUNG SIR COLIN. bbox=[561, 141, 689, 156]
advertisement bbox=[288, 42, 416, 74]
advertisement bbox=[835, 383, 963, 432]
column-text-block: ▭▭▭ ▭▭▭▭ ▭▭ ▭▭▭▭▭ ▭▭▭ ▭▭▭▭ ▭▭ ▭▭▭▭▭▭ ▭▭▭ ▭▭▭▭ ▭▭ ▭▭▭▭▭ ▭▭▭ ▭▭▭▭ ▭▭ ▭▭▭▭▭▭ ▭▭▭ ▭▭▭▭ ▭▭ ▭▭▭▭▭ ▭▭▭ ▭▭▭▭ ▭▭ ▭▭▭▭▭▭ ▭▭▭ ▭▭▭▭ ▭▭ ▭▭▭▭▭ ▭▭▭ ▭▭▭▭ ▭▭ ▭▭▭▭▭▭ ▭▭▭ ▭▭▭▭ ▭▭ ▭▭▭▭▭ ▭▭▭ ▭▭▭▭ ▭▭ ▭▭▭▭▭▭ ▭▭▭ ▭▭▭▭ ▭▭ ▭▭▭▭▭ ▭▭▭ ▭▭▭▭ ▭▭ ▭▭▭▭▭▭ ▭▭▭ ▭▭▭▭ ▭▭ ▭▭▭▭▭ ▭▭▭ ▭▭▭▭ ▭▭ ▭▭▭▭▭▭ ▭▭▭ ▭▭▭▭ ▭▭ ▭▭▭▭▭ ▭▭▭ bbox=[834, 296, 963, 370]
column-4 bbox=[420, 30, 557, 1368]
ad-heading: FORTUNE FOR 5s. bbox=[725, 277, 799, 288]
ad-body: Grand Distribution of MONEY PRIZES will take place on the principle of drawing by lot, the Sweep to be drawn in Melbourne in the presence of ticket holders. All enquiries addressed to the Secretary will receive prompt attention. bbox=[150, 144, 279, 182]
ad-title: THE WAIF, bbox=[596, 387, 653, 400]
advertisement bbox=[14, 273, 142, 342]
advertisement bbox=[835, 686, 963, 733]
ad-display-name: Herbal Remedies. bbox=[841, 396, 956, 413]
ad-title: PRETENDER. bbox=[589, 446, 661, 459]
ad-heading: TAKE TIME BY THE FORELOCK. bbox=[857, 237, 940, 257]
ad-body: will serve Mares on the Lowcliffe Estate. bbox=[561, 400, 667, 408]
advertisement bbox=[835, 235, 963, 294]
ad-body: Fashion House, Christchurch. bbox=[424, 833, 501, 841]
advertisement bbox=[835, 735, 963, 770]
ad-body: Price, 2s 6d per bottle. bbox=[834, 721, 893, 729]
column-text-block: ▭▭▭ ▭▭▭▭ ▭▭ ▭▭▭▭▭ ▭▭▭ ▭▭▭▭ ▭▭ ▭▭▭▭▭▭ ▭▭▭ ▭▭▭▭ ▭▭ ▭▭▭▭▭ ▭▭▭ ▭▭▭▭ ▭▭ ▭▭▭▭▭▭ ▭▭▭ ▭▭▭▭ ▭▭ ▭▭▭▭▭ ▭▭▭ ▭▭▭▭ ▭▭ ▭▭▭▭▭▭ ▭▭▭ ▭▭▭▭ ▭▭ ▭▭▭▭▭ ▭▭▭ ▭▭▭▭ ▭▭ ▭▭▭▭▭▭ ▭▭▭ ▭▭▭▭ ▭▭ ▭▭▭▭▭ ▭▭▭ ▭▭▭▭ ▭▭ ▭▭▭▭▭▭ ▭▭▭ ▭▭▭▭ ▭▭ ▭▭▭▭▭ ▭▭▭ ▭▭▭▭ ▭▭ ▭▭▭▭▭▭ ▭▭▭ ▭▭▭▭ ▭▭ ▭▭▭▭▭ ▭▭▭ ▭▭▭▭ ▭▭ ▭▭▭▭▭▭ ▭▭▭ ▭▭▭▭ ▭▭ ▭▭▭▭▭ ▭▭▭ ▭▭▭▭ ▭▭ ▭▭▭▭▭▭ ▭▭▭ ▭▭▭▭ ▭▭ ▭▭▭▭▭ ▭▭▭ ▭▭▭▭ ▭▭ ▭▭▭▭▭▭ ▭▭▭ ▭▭▭▭ ▭▭ ▭▭▭▭▭ ▭▭▭ ▭▭▭▭ ▭▭ ▭▭▭▭▭▭ ▭▭▭ ▭▭▭▭ ▭▭ ▭▭▭▭▭ ▭▭▭ ▭▭▭▭ ▭▭ ▭▭▭▭▭▭ ▭▭▭ ▭▭▭▭ ▭▭ ▭▭▭▭▭ ▭▭▭ ▭▭▭▭ ▭▭ ▭▭▭▭▭▭ ▭▭▭ ▭▭▭▭ ▭▭ ▭▭▭▭▭ ▭▭▭ ▭▭▭▭ ▭▭ ▭▭▭▭▭▭ ▭▭▭ ▭▭▭▭ ▭▭ ▭▭▭▭▭ ▭▭▭ ▭▭▭▭ ▭▭ ▭▭▭▭▭▭ ▭▭▭ ▭▭▭▭ ▭▭ ▭▭▭▭▭ ▭▭▭ ▭▭▭▭ ▭▭ ▭▭▭▭▭▭ ▭▭▭ ▭▭▭▭ ▭▭ ▭▭▭▭▭ ▭▭▭ ▭▭▭▭ ▭▭ ▭▭▭▭▭▭ ▭▭▭ ▭▭▭▭ ▭▭ ▭▭▭▭▭ ▭▭▭ ▭▭▭▭ ▭▭ ▭▭▭▭▭▭ ▭▭▭ ▭▭▭▭ ▭▭ ▭▭▭▭▭ ▭▭▭ ▭▭▭▭ ▭▭ ▭▭▭▭▭▭ ▭▭▭ ▭▭▭▭ ▭▭ ▭▭▭▭▭ ▭▭▭ ▭▭▭▭ ▭▭ ▭▭▭▭▭▭ ▭▭▭ ▭▭▭▭ ▭▭ ▭▭▭▭▭ ▭▭▭ ▭▭▭▭ ▭▭ ▭▭▭▭▭▭ ▭▭▭ ▭▭▭▭ ▭▭ ▭▭▭▭▭ ▭▭▭ ▭▭▭▭ ▭▭ ▭▭▭▭▭▭ ▭▭▭ ▭▭▭▭ ▭▭ ▭▭▭▭▭ ▭▭▭ ▭▭▭▭ ▭▭ ▭▭▭▭▭▭ ▭▭▭ ▭▭▭▭ ▭▭ ▭▭▭▭▭ ▭▭▭ bbox=[424, 171, 552, 394]
ad-body: MOUNT SOMERS AND ANAMA ROYAL MAIL COACH. bbox=[697, 667, 826, 683]
ad-heading: STEEDMAN'S SOOTHING POWDERS bbox=[983, 566, 1088, 586]
ad-heading: Our No. 1, 25s. Dress Parcel, bbox=[436, 139, 540, 150]
ad-subheading: CAUTION TO PURCHASERS bbox=[978, 586, 1093, 597]
ad-body: For children cutting teeth. bbox=[971, 597, 1038, 605]
advertisement bbox=[288, 77, 416, 145]
columns bbox=[10, 30, 1104, 1368]
ad-body: To travel this season in the South Rakaia and surrounding districts. bbox=[561, 537, 689, 553]
advertisement bbox=[698, 42, 826, 91]
section-header: Hop Bitters. bbox=[14, 261, 142, 270]
column-8 bbox=[967, 30, 1104, 1368]
ad-title: EPPS'S COCOA. bbox=[994, 329, 1077, 342]
ad-body: To be run at Dunedin on the 21st FEBRUARY, 1884. 20,000 Members at 5s each. 204 Prizes. bbox=[697, 323, 826, 339]
section-header: Hotels bbox=[835, 31, 963, 40]
advertisement bbox=[561, 42, 689, 79]
column-1 bbox=[10, 30, 147, 1368]
column-text-block: ▭▭▭ ▭▭▭▭ ▭▭ ▭▭▭▭▭ ▭▭▭ ▭▭▭▭ ▭▭ ▭▭▭▭▭▭ ▭▭▭ ▭▭▭▭ ▭▭ ▭▭▭▭▭ ▭▭▭ ▭▭▭▭ ▭▭ ▭▭▭▭▭▭ ▭▭▭ ▭▭▭▭ ▭▭ ▭▭▭▭▭ ▭▭▭ ▭▭▭▭ ▭▭ ▭▭▭▭▭▭ ▭▭▭ ▭▭▭▭ ▭▭ ▭▭▭▭▭ ▭▭▭ ▭▭▭▭ ▭▭ ▭▭▭▭▭▭ ▭▭▭ ▭▭▭▭ ▭▭ ▭▭▭▭▭ ▭▭▭ ▭▭▭▭ ▭▭ ▭▭▭▭▭▭ ▭▭▭ ▭▭▭▭ ▭▭ ▭▭▭▭▭ ▭▭▭ ▭▭▭▭ ▭▭ ▭▭▭▭▭▭ ▭▭▭ ▭▭▭▭ ▭▭ ▭▭▭▭▭ ▭▭▭ ▭▭▭▭ ▭▭ ▭▭▭▭▭▭ ▭▭▭ ▭▭▭▭ ▭▭ ▭▭▭▭▭ ▭▭▭ ▭▭▭▭ ▭▭ ▭▭▭▭▭▭ ▭▭▭ ▭▭▭▭ ▭▭ ▭▭▭▭▭ ▭▭▭ ▭▭▭▭ ▭▭ ▭▭▭▭▭▭ ▭▭▭ ▭▭▭▭ ▭▭ ▭▭▭▭▭ ▭▭▭ ▭▭▭▭ ▭▭ ▭▭▭▭▭▭ ▭▭▭ ▭▭▭▭ ▭▭ ▭▭▭▭▭ ▭▭▭ ▭▭▭▭ ▭▭ ▭▭▭▭▭▭ ▭▭▭ ▭▭▭▭ ▭▭ ▭▭▭▭▭ ▭▭▭ ▭▭▭▭ ▭▭ ▭▭▭▭▭▭ ▭▭▭ ▭▭▭▭ ▭▭ ▭▭▭▭▭ ▭▭▭ ▭▭▭▭ ▭▭ ▭▭▭▭▭▭ ▭▭▭ ▭▭▭▭ ▭▭ ▭▭▭▭▭ ▭▭▭ ▭▭▭▭ ▭▭ ▭▭▭▭▭▭ ▭▭▭ ▭▭▭▭ ▭▭ ▭▭▭▭▭ ▭▭▭ ▭▭▭▭ ▭▭ ▭▭▭▭▭▭ ▭▭▭ ▭▭▭▭ ▭▭ ▭▭▭▭▭ ▭▭▭ ▭▭▭▭ ▭▭ ▭▭▭▭▭▭ ▭▭▭ ▭▭▭▭ ▭▭ ▭▭▭▭▭ ▭▭▭ ▭▭▭▭ ▭▭ ▭▭▭▭▭▭ ▭▭▭ ▭▭▭▭ ▭▭ ▭▭▭▭▭ ▭▭▭ ▭▭▭▭ ▭▭ ▭▭▭▭▭▭ ▭▭▭ ▭▭▭▭ ▭▭ ▭▭▭▭▭ ▭▭▭ ▭▭▭▭ ▭▭ ▭▭▭▭▭▭ ▭▭▭ ▭▭▭▭ ▭▭ ▭▭▭▭▭ ▭▭▭ ▭▭▭▭ ▭▭ ▭▭▭▭▭▭ ▭▭▭ ▭▭▭▭ ▭▭ ▭▭▭▭▭ ▭▭▭ ▭▭▭▭ ▭▭ ▭▭▭▭▭▭ ▭▭▭ ▭▭▭▭ ▭▭ ▭▭▭▭▭ ▭▭▭ ▭▭▭▭ ▭▭ ▭▭▭▭▭▭ ▭▭▭ ▭▭▭▭ ▭▭ ▭▭▭▭▭ ▭▭▭ ▭▭▭▭ ▭▭ ▭▭▭▭▭▭ ▭▭▭ ▭▭▭▭ ▭▭ ▭▭▭▭▭ ▭▭▭ ▭▭▭▭ ▭▭ ▭▭▭▭▭▭ ▭▭▭ ▭▭▭▭ ▭▭ ▭▭▭▭▭ ▭▭▭ ▭▭▭▭ ▭▭ ▭▭▭▭▭▭ ▭▭▭ ▭▭▭▭ ▭▭ ▭▭▭▭▭ ▭▭▭ ▭▭▭▭ ▭▭ ▭▭▭▭▭▭ ▭▭▭ ▭▭▭▭ ▭▭ ▭▭▭▭▭ ▭▭▭ ▭▭▭▭ ▭▭ ▭▭▭▭▭▭ ▭▭▭ ▭▭▭▭ ▭▭ ▭▭▭▭▭ ▭▭▭ ▭▭▭▭ ▭▭ ▭▭▭▭▭▭ ▭▭▭ ▭▭▭▭ ▭▭ ▭▭▭▭▭ ▭▭▭ ▭▭▭▭ ▭▭ ▭▭▭▭▭▭ ▭▭▭ ▭▭▭▭ ▭▭ ▭▭▭▭▭ ▭▭▭ ▭▭▭▭ ▭▭ ▭▭▭▭▭▭ ▭▭▭ ▭▭▭▭ ▭▭ ▭▭▭▭▭ ▭▭▭ ▭▭▭▭ ▭▭ ▭▭▭▭▭▭ ▭▭▭ ▭▭▭▭ ▭▭ ▭▭▭▭▭ ▭▭▭ ▭▭▭▭ ▭▭ ▭▭▭▭▭▭ ▭▭▭ ▭▭▭▭ ▭▭ ▭▭▭▭▭ ▭▭▭ ▭▭▭▭ ▭▭ ▭▭▭▭▭▭ ▭▭▭ ▭▭▭▭ ▭▭ ▭▭▭▭▭ ▭▭▭ ▭▭▭▭ ▭▭ ▭▭▭▭▭▭ ▭▭▭ ▭▭▭▭ ▭▭ ▭▭▭▭▭ ▭▭▭ bbox=[287, 447, 416, 788]
column-text-block: ▭▭▭ ▭▭▭▭ ▭▭ ▭▭▭▭▭ ▭▭▭ ▭▭▭▭ ▭▭ ▭▭▭▭▭▭ ▭▭▭ ▭▭▭▭ ▭▭ ▭▭▭▭▭ ▭▭▭ ▭▭▭▭ ▭▭ ▭▭▭▭▭▭ ▭▭▭ ▭▭▭▭ ▭▭ ▭▭▭▭▭ ▭▭▭ ▭▭▭▭ ▭▭ ▭▭▭▭▭▭ ▭▭▭ ▭▭▭▭ ▭▭ ▭▭▭▭▭ ▭▭▭ ▭▭▭▭ ▭▭ ▭▭▭▭▭▭ ▭▭▭ ▭▭▭▭ ▭▭ ▭▭▭▭▭ ▭▭▭ ▭▭▭▭ ▭▭ ▭▭▭▭▭▭ ▭▭▭ ▭▭▭▭ ▭▭ ▭▭▭▭▭ ▭▭▭ ▭▭▭▭ ▭▭ ▭▭▭▭▭▭ ▭▭▭ ▭▭▭▭ ▭▭ ▭▭▭▭▭ ▭▭▭ ▭▭▭▭ ▭▭ ▭▭▭▭▭▭ ▭▭▭ ▭▭▭▭ ▭▭ ▭▭▭▭▭ ▭▭▭ ▭▭▭▭ ▭▭ ▭▭▭▭▭▭ ▭▭▭ ▭▭▭▭ ▭▭ ▭▭▭▭▭ ▭▭▭ ▭▭▭▭ ▭▭ ▭▭▭▭▭▭ ▭▭▭ bbox=[561, 198, 689, 288]
masthead: THE ASHBURTON GUARDIAN, THURSDAY, JANUARY 3, 1884. bbox=[10, 4, 1104, 28]
ad-body: Applications received and every information furnished by the Agents throughout the Colony. bbox=[287, 426, 416, 442]
ad-heading: HORSE CARDS neatly and cheaply printed in all colors and designs at the Guardian office. bbox=[566, 44, 684, 74]
ad-body: Midsummer Handicap, Middle Park Stakes, Fifteen Cash Prizes. bbox=[697, 107, 826, 122]
ad-heading: ROBIN HOOD'S GREAT NOVELTY COMPANY bbox=[714, 44, 810, 64]
advertisement bbox=[971, 382, 1100, 414]
advertisement bbox=[698, 94, 826, 126]
column-6 bbox=[694, 30, 831, 1368]
advertisement bbox=[698, 609, 826, 643]
ad-body: CAPITAL £250,000, With power to increase. Twenty per cent. of the profits divided annually amongst the policy holders. bbox=[287, 118, 416, 141]
advertisement bbox=[561, 81, 689, 123]
ad-body: East street, near Bridge. M. A. L. WOOLLEY, Proprietress. bbox=[834, 107, 963, 122]
ad-body: Who has again taken the hotel at Alford Forest. Good accommodation for horses. bbox=[834, 72, 963, 88]
ad-title: NEURALGIA, bbox=[863, 708, 934, 721]
ad-heading: TINWALD AND MOUNT SOMERS RAILWAY. bbox=[713, 646, 810, 667]
column-text-block: ▭▭▭ ▭▭▭▭ ▭▭ ▭▭▭▭▭ ▭▭▭ ▭▭▭▭ ▭▭ ▭▭▭▭▭▭ ▭▭▭ ▭▭▭▭ ▭▭ ▭▭▭▭▭ ▭▭▭ ▭▭▭▭ ▭▭ ▭▭▭▭▭▭ ▭▭▭ ▭▭▭▭ ▭▭ ▭▭▭▭▭ ▭▭▭ ▭▭▭▭ ▭▭ ▭▭▭▭▭▭ ▭▭▭ ▭▭▭▭ ▭▭ ▭▭▭▭▭ ▭▭▭ ▭▭▭▭ ▭▭ ▭▭▭▭▭▭ ▭▭▭ ▭▭▭▭ ▭▭ ▭▭▭▭▭ ▭▭▭ ▭▭▭▭ ▭▭ ▭▭▭▭▭▭ ▭▭▭ ▭▭▭▭ ▭▭ ▭▭▭▭▭ ▭▭▭ ▭▭▭▭ ▭▭ ▭▭▭▭▭▭ ▭▭▭ ▭▭▭▭ ▭▭ ▭▭▭▭▭ ▭▭▭ ▭▭▭▭ ▭▭ ▭▭▭▭▭▭ ▭▭▭ ▭▭▭▭ ▭▭ ▭▭▭▭▭ ▭▭▭ ▭▭▭▭ ▭▭ ▭▭▭▭▭▭ ▭▭▭ ▭▭▭▭ ▭▭ ▭▭▭▭▭ ▭▭▭ ▭▭▭▭ ▭▭ ▭▭▭▭▭▭ ▭▭▭ ▭▭▭▭ ▭▭ ▭▭▭▭▭ ▭▭▭ ▭▭▭▭ ▭▭ ▭▭▭▭▭▭ ▭▭▭ ▭▭▭▭ ▭▭ ▭▭▭▭▭ ▭▭▭ ▭▭▭▭ ▭▭ ▭▭▭▭▭▭ ▭▭▭ ▭▭▭▭ ▭▭ ▭▭▭▭▭ ▭▭▭ ▭▭▭▭ ▭▭ ▭▭▭▭▭▭ ▭▭▭ ▭▭▭▭ ▭▭ ▭▭▭▭▭ ▭▭▭ ▭▭▭▭ ▭▭ ▭▭▭▭▭▭ ▭▭▭ ▭▭▭▭ ▭▭ ▭▭▭▭▭ ▭▭▭ ▭▭▭▭ ▭▭ ▭▭▭▭▭▭ ▭▭▭ ▭▭▭▭ ▭▭ ▭▭▭▭▭ ▭▭▭ ▭▭▭▭ ▭▭ ▭▭▭▭▭▭ ▭▭▭ ▭▭▭▭ ▭▭ ▭▭▭▭▭ ▭▭▭ ▭▭▭▭ ▭▭ ▭▭▭▭▭▭ ▭▭▭ ▭▭▭▭ ▭▭ ▭▭▭▭▭ ▭▭▭ ▭▭▭▭ ▭▭ ▭▭▭▭▭▭ ▭▭▭ ▭▭▭▭ ▭▭ ▭▭▭▭▭ ▭▭▭ ▭▭▭▭ ▭▭ ▭▭▭▭▭▭ ▭▭▭ ▭▭▭▭ ▭▭ ▭▭▭▭▭ ▭▭▭ ▭▭▭▭ ▭▭ ▭▭▭▭▭▭ ▭▭▭ ▭▭▭▭ ▭▭ ▭▭▭▭▭ ▭▭▭ ▭▭▭▭ ▭▭ ▭▭▭▭▭▭ ▭▭▭ ▭▭▭▭ ▭▭ ▭▭▭▭▭ ▭▭▭ ▭▭▭▭ ▭▭ ▭▭▭▭▭▭ ▭▭▭ ▭▭▭▭ ▭▭ ▭▭▭▭▭ ▭▭▭ ▭▭▭▭ ▭▭ ▭▭▭▭▭▭ ▭▭▭ ▭▭▭▭ ▭▭ ▭▭▭▭▭ ▭▭▭ ▭▭▭▭ ▭▭ ▭▭▭▭▭▭ ▭▭▭ ▭▭▭▭ ▭▭ ▭▭▭▭▭ ▭▭▭ ▭▭▭▭ ▭▭ ▭▭▭▭▭▭ ▭▭▭ ▭▭▭▭ ▭▭ ▭▭▭▭▭ ▭▭▭ ▭▭▭▭ ▭▭ ▭▭▭▭▭▭ ▭▭▭ ▭▭▭▭ ▭▭ ▭▭▭▭▭ ▭▭▭ ▭▭▭▭ ▭▭ ▭▭▭▭▭▭ ▭▭▭ ▭▭▭▭ ▭▭ ▭▭▭▭▭ ▭▭▭ ▭▭▭▭ ▭▭ ▭▭▭▭▭▭ ▭▭▭ bbox=[287, 146, 416, 414]
ad-heading: BARGAINS bbox=[192, 493, 238, 504]
ad-heading: Observe the Address— bbox=[172, 542, 257, 553]
section-header: Business Notices bbox=[151, 120, 279, 129]
column-3 bbox=[284, 30, 421, 1368]
ad-title: PYTHON bbox=[601, 290, 649, 303]
ad-subheading: Hayes & Co. bbox=[191, 451, 238, 462]
section-header: Consultation. bbox=[698, 31, 826, 40]
ad-heading: MUTUAL FIRE INSURANCE. bbox=[294, 44, 409, 55]
ad-heading: FOR COUGHS, BRONCHITIS, IN FLUENZA, COLDS, &c. bbox=[976, 68, 1095, 88]
column-text-block: ▭▭▭ ▭▭▭▭ ▭▭ ▭▭▭▭▭ ▭▭▭ ▭▭▭▭ ▭▭ ▭▭▭▭▭▭ ▭▭▭ ▭▭▭▭ ▭▭ ▭▭▭▭▭ ▭▭▭ ▭▭▭▭ ▭▭ ▭▭▭▭▭▭ ▭▭▭ ▭▭▭▭ ▭▭ ▭▭▭▭▭ ▭▭▭ ▭▭▭▭ ▭▭ ▭▭▭▭▭▭ ▭▭▭ ▭▭▭▭ ▭▭ ▭▭▭▭▭ ▭▭▭ ▭▭▭▭ ▭▭ ▭▭▭▭▭▭ ▭▭▭ ▭▭▭▭ ▭▭ ▭▭▭▭▭ ▭▭▭ ▭▭▭▭ ▭▭ ▭▭▭▭▭▭ ▭▭▭ ▭▭▭▭ ▭▭ ▭▭▭▭▭ ▭▭▭ ▭▭▭▭ ▭▭ ▭▭▭▭▭▭ ▭▭▭ ▭▭▭▭ ▭▭ ▭▭▭▭▭ ▭▭▭ ▭▭▭▭ ▭▭ ▭▭▭▭▭▭ ▭▭▭ ▭▭▭▭ ▭▭ ▭▭▭▭▭ ▭▭▭ ▭▭▭▭ ▭▭ ▭▭▭▭▭▭ ▭▭▭ ▭▭▭▭ ▭▭ ▭▭▭▭▭ ▭▭▭ ▭▭▭▭ ▭▭ ▭▭▭▭▭▭ ▭▭▭ bbox=[150, 30, 279, 119]
column-text-block: ▭▭▭ ▭▭▭▭ ▭▭ ▭▭▭▭▭ ▭▭▭ ▭▭▭▭ ▭▭ ▭▭▭▭▭▭ ▭▭▭ ▭▭▭▭ ▭▭ ▭▭▭▭▭ ▭▭▭ ▭▭▭▭ ▭▭ ▭▭▭▭▭▭ ▭▭▭ ▭▭▭▭ ▭▭ ▭▭▭▭▭ ▭▭▭ ▭▭▭▭ ▭▭ ▭▭▭▭▭▭ ▭▭▭ ▭▭▭▭ ▭▭ ▭▭▭▭▭ ▭▭▭ ▭▭▭▭ ▭▭ ▭▭▭▭▭▭ ▭▭▭ ▭▭▭▭ ▭▭ ▭▭▭▭▭ ▭▭▭ ▭▭▭▭ ▭▭ ▭▭▭▭▭▭ ▭▭▭ ▭▭▭▭ ▭▭ ▭▭▭▭▭ ▭▭▭ ▭▭▭▭ ▭▭ ▭▭▭▭▭▭ ▭▭▭ ▭▭▭▭ ▭▭ ▭▭▭▭▭ ▭▭▭ ▭▭▭▭ ▭▭ ▭▭▭▭▭▭ ▭▭▭ ▭▭▭▭ ▭▭ ▭▭▭▭▭ ▭▭▭ ▭▭▭▭ ▭▭ ▭▭▭▭▭▭ ▭▭▭ ▭▭▭▭ ▭▭ ▭▭▭▭▭ ▭▭▭ ▭▭▭▭ ▭▭ ▭▭▭▭▭▭ ▭▭▭ ▭▭▭▭ ▭▭ ▭▭▭▭▭ ▭▭▭ ▭▭▭▭ ▭▭ ▭▭▭▭▭▭ ▭▭▭ ▭▭▭▭ ▭▭ ▭▭▭▭▭ ▭▭▭ ▭▭▭▭ ▭▭ ▭▭▭▭▭▭ ▭▭▭ ▭▭▭▭ ▭▭ ▭▭▭▭▭ ▭▭▭ ▭▭▭▭ ▭▭ ▭▭▭▭▭▭ ▭▭▭ ▭▭▭▭ ▭▭ ▭▭▭▭▭ ▭▭▭ ▭▭▭▭ ▭▭ ▭▭▭▭▭▭ ▭▭▭ ▭▭▭▭ ▭▭ ▭▭▭▭▭ ▭▭▭ bbox=[14, 387, 142, 521]
ad-body: To travel this season in Ashburton and surrounding districts. bbox=[561, 459, 689, 475]
ad-body: contains— 1 pair good medium size blankets, 1 good honeycomb quilt, 1 pair good strong corsets. bbox=[424, 407, 552, 430]
advertisement bbox=[971, 611, 1100, 638]
advertisement bbox=[561, 444, 689, 479]
section-header: Conveyances. bbox=[698, 597, 826, 606]
section-header: Publication. bbox=[698, 689, 826, 698]
article bbox=[14, 42, 142, 154]
advertisement bbox=[14, 344, 142, 386]
ad-heading: POWELL'S BALSAM OF ANISEED. bbox=[987, 32, 1085, 52]
ad-heading: ASK FOR POWELL'S BALSAM OF ANISEED bbox=[974, 613, 1097, 633]
advertisement bbox=[424, 94, 552, 136]
ad-body: The Imported Thoroughbred Steeplechase horse QUAMBY will travel the Ashburton district during the present season. bbox=[561, 96, 689, 119]
advertisement bbox=[698, 700, 826, 737]
advertisement bbox=[971, 564, 1100, 609]
section-header: Business Notices bbox=[835, 128, 963, 137]
ad-display-name: Robert Murray, bbox=[847, 258, 950, 275]
ad-body: C.J.C. Summer Meeting, to be held on the Christchurch Racecourse on TUESDAY, JAN. 1st, 1884. bbox=[697, 65, 826, 88]
ad-heading: FOR COUGHS, BRONCHITIS, IN FLUENZA, COLDS, &c. bbox=[976, 155, 1095, 175]
column-text-block: ▭▭▭ ▭▭▭▭ ▭▭ ▭▭▭▭▭ ▭▭▭ ▭▭▭▭ ▭▭ ▭▭▭▭▭▭ ▭▭▭ ▭▭▭▭ ▭▭ ▭▭▭▭▭ ▭▭▭ ▭▭▭▭ ▭▭ ▭▭▭▭▭▭ ▭▭▭ ▭▭▭▭ ▭▭ ▭▭▭▭▭ ▭▭▭ ▭▭▭▭ ▭▭ ▭▭▭▭▭▭ ▭▭▭ ▭▭▭▭ ▭▭ ▭▭▭▭▭ ▭▭▭ ▭▭▭▭ ▭▭ ▭▭▭▭▭▭ ▭▭▭ ▭▭▭▭ ▭▭ ▭▭▭▭▭ ▭▭▭ ▭▭▭▭ ▭▭ ▭▭▭▭▭▭ ▭▭▭ ▭▭▭▭ ▭▭ ▭▭▭▭▭ ▭▭▭ ▭▭▭▭ ▭▭ ▭▭▭▭▭▭ ▭▭▭ ▭▭▭▭ ▭▭ ▭▭▭▭▭ ▭▭▭ ▭▭▭▭ ▭▭ ▭▭▭▭▭▭ ▭▭▭ ▭▭▭▭ ▭▭ ▭▭▭▭▭ ▭▭▭ ▭▭▭▭ ▭▭ ▭▭▭▭▭▭ ▭▭▭ ▭▭▭▭ ▭▭ ▭▭▭▭▭ ▭▭▭ ▭▭▭▭ ▭▭ ▭▭▭▭▭▭ ▭▭▭ ▭▭▭▭ ▭▭ ▭▭▭▭▭ ▭▭▭ ▭▭▭▭ ▭▭ ▭▭▭▭▭▭ ▭▭▭ ▭▭▭▭ ▭▭ ▭▭▭▭▭ ▭▭▭ ▭▭▭▭ ▭▭ ▭▭▭▭▭▭ ▭▭▭ ▭▭▭▭ ▭▭ ▭▭▭▭▭ ▭▭▭ ▭▭▭▭ ▭▭ ▭▭▭▭▭▭ ▭▭▭ ▭▭▭▭ ▭▭ ▭▭▭▭▭ ▭▭▭ ▭▭▭▭ ▭▭ ▭▭▭▭▭▭ ▭▭▭ ▭▭▭▭ ▭▭ ▭▭▭▭▭ ▭▭▭ ▭▭▭▭ ▭▭ ▭▭▭▭▭▭ ▭▭▭ ▭▭▭▭ ▭▭ ▭▭▭▭▭ ▭▭▭ ▭▭▭▭ ▭▭ ▭▭▭▭▭▭ ▭▭▭ bbox=[697, 127, 826, 276]
ad-body: PRACTICAL WATCHMAKER, EAST STREET, ASHBURTON. bbox=[834, 275, 963, 290]
advertisement bbox=[698, 310, 826, 342]
advertisement bbox=[561, 481, 689, 508]
ad-title: KING O' THE VANQUISHERS. bbox=[583, 512, 666, 537]
advertisement bbox=[288, 413, 416, 445]
advertisement bbox=[971, 356, 1100, 381]
